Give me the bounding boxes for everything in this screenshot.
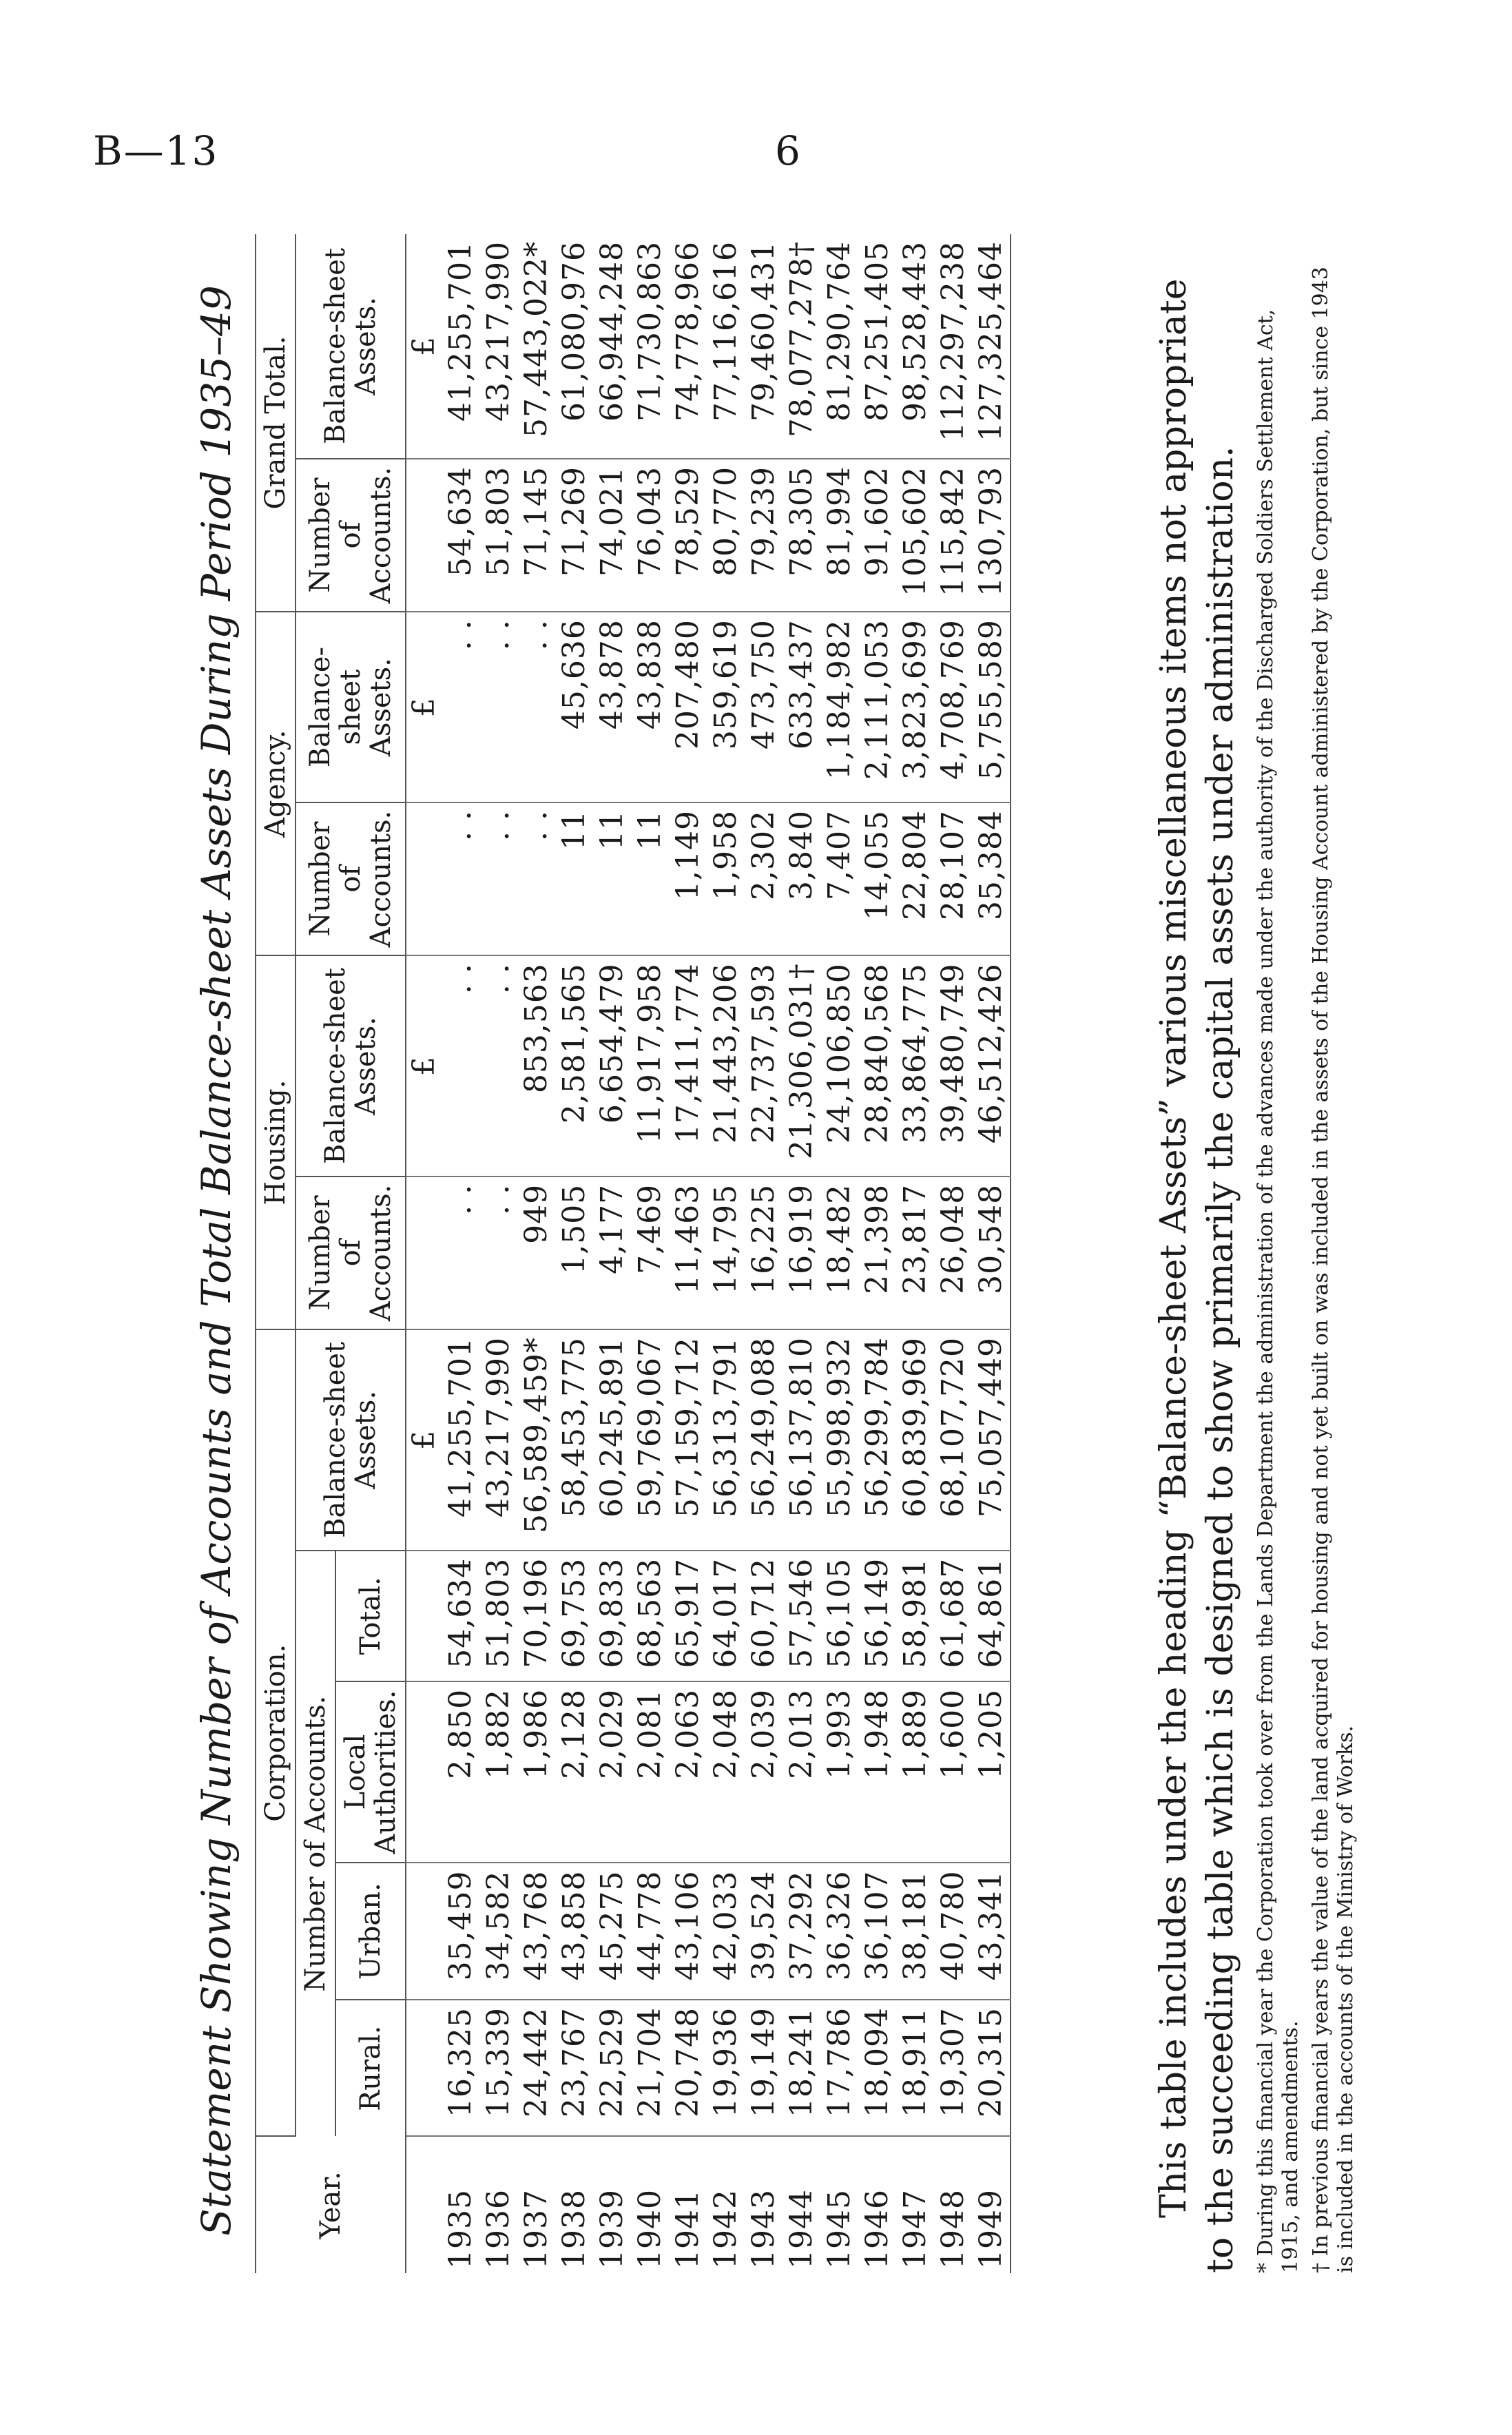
header-grand-total: Grand Total.: [256, 234, 296, 612]
cell-year: 1942: [708, 2189, 743, 2269]
cell-a-num: 11: [631, 802, 669, 955]
cell-urban: 44,778: [631, 1863, 669, 2000]
table-row: [972, 234, 1011, 2273]
cell-corp-bsa: 55,998,932: [820, 1329, 858, 1551]
cell-a-num: 22,804: [896, 802, 934, 955]
cell-corp-bsa: 60,245,891: [593, 1329, 631, 1551]
cell-local: 2,850: [442, 1681, 479, 1863]
cell-total: 68,563: [631, 1551, 669, 1681]
cell-h-num: 949: [517, 1177, 555, 1329]
cell-total: 54,634: [442, 1551, 479, 1681]
cell-year: 1941: [670, 2189, 705, 2269]
cell-g-bsa: 43,217,990: [479, 234, 517, 459]
cell-h-bsa: 2,581,565: [555, 955, 593, 1177]
pound-sign: £: [406, 955, 442, 1177]
cell-total: 57,546: [783, 1551, 820, 1681]
cell-total: 60,712: [745, 1551, 783, 1681]
cell-a-num: 11: [555, 802, 593, 955]
cell-h-bsa: 21,306,031†: [783, 955, 820, 1177]
cell-rural: 19,936: [707, 2000, 745, 2137]
table-row: [896, 234, 934, 2273]
cell-rural: 19,307: [934, 2000, 972, 2137]
cell-local: 2,013: [783, 1681, 820, 1863]
cell-h-num: 26,048: [934, 1177, 972, 1329]
cell-total: 56,105: [820, 1551, 858, 1681]
cell-year: 1940: [632, 2189, 667, 2269]
cell-year: 1936: [481, 2189, 516, 2269]
cell-urban: 43,768: [517, 1863, 555, 2000]
table-row: [669, 234, 707, 2273]
cell-a-bsa: 45,636: [555, 612, 593, 802]
cell-h-num: . .: [479, 1177, 517, 1329]
cell-total: 70,196: [517, 1551, 555, 1681]
cell-rural: 18,911: [896, 2000, 934, 2137]
cell-rural: 20,748: [669, 2000, 707, 2137]
cell-year: 1935: [443, 2189, 478, 2269]
cell-h-num: 7,469: [631, 1177, 669, 1329]
cell-urban: 38,181: [896, 1863, 934, 2000]
cell-year: 1945: [822, 2189, 857, 2269]
cell-a-bsa: . .: [517, 612, 555, 802]
header-corp-bsa: Balance-sheet Assets.: [296, 1329, 406, 1551]
cell-corp-bsa: 56,137,810: [783, 1329, 820, 1551]
cell-corp-bsa: 56,313,791: [707, 1329, 745, 1551]
cell-a-num: . .: [479, 802, 517, 955]
cell-a-num: 14,055: [858, 802, 896, 955]
cell-g-bsa: 112,297,238: [934, 234, 972, 459]
cell-total: 51,803: [479, 1551, 517, 1681]
table-row: [555, 234, 593, 2273]
table-row: [631, 234, 669, 2273]
header-housing-number: Number of Accounts.: [296, 1177, 406, 1329]
cell-local: 1,882: [479, 1681, 517, 1863]
header-total: Total.: [335, 1551, 406, 1681]
cell-a-num: 3,840: [783, 802, 820, 955]
cell-a-bsa: 2,111,053: [858, 612, 896, 802]
cell-g-num: 71,145: [517, 459, 555, 612]
cell-g-bsa: 61,080,976: [555, 234, 593, 459]
table-row: [517, 234, 555, 2273]
header-urban: Urban.: [335, 1863, 406, 2000]
cell-year: 1949: [973, 2189, 1008, 2269]
cell-h-bsa: 24,106,850: [820, 955, 858, 1177]
cell-h-bsa: 17,411,774: [669, 955, 707, 1177]
header-rural: Rural.: [335, 2000, 406, 2137]
cell-g-bsa: 81,290,764: [820, 234, 858, 459]
cell-h-bsa: 6,654,479: [593, 955, 631, 1177]
cell-year: 1943: [746, 2189, 781, 2269]
cell-urban: 35,459: [442, 1863, 479, 2000]
header-agency-bsa: Balance-sheet Assets.: [296, 612, 406, 802]
cell-h-num: 16,919: [783, 1177, 820, 1329]
cell-g-bsa: 74,778,966: [669, 234, 707, 459]
cell-local: 2,029: [593, 1681, 631, 1863]
table-row: [707, 234, 745, 2273]
cell-a-bsa: 43,838: [631, 612, 669, 802]
cell-a-bsa: 633,437: [783, 612, 820, 802]
pound-sign: £: [406, 612, 442, 802]
cell-corp-bsa: 58,453,775: [555, 1329, 593, 1551]
cell-h-num: 30,548: [972, 1177, 1011, 1329]
cell-local: 2,063: [669, 1681, 707, 1863]
cell-a-bsa: 43,878: [593, 612, 631, 802]
cell-g-num: 81,994: [820, 459, 858, 612]
cell-a-bsa: 1,184,982: [820, 612, 858, 802]
cell-total: 56,149: [858, 1551, 896, 1681]
header-agency: Agency.: [256, 612, 296, 955]
cell-h-bsa: 28,840,568: [858, 955, 896, 1177]
cell-a-num: 28,107: [934, 802, 972, 955]
cell-g-bsa: 57,443,022*: [517, 234, 555, 459]
cell-local: 2,128: [555, 1681, 593, 1863]
cell-rural: 16,325: [442, 2000, 479, 2137]
cell-corp-bsa: 57,159,712: [669, 1329, 707, 1551]
cell-h-num: 18,482: [820, 1177, 858, 1329]
cell-total: 65,917: [669, 1551, 707, 1681]
cell-a-num: 2,302: [745, 802, 783, 955]
cell-a-bsa: . .: [479, 612, 517, 802]
cell-g-bsa: 98,528,443: [896, 234, 934, 459]
accounts-table: [255, 234, 1011, 2273]
cell-local: 1,993: [820, 1681, 858, 1863]
cell-rural: 23,767: [555, 2000, 593, 2137]
cell-local: 2,081: [631, 1681, 669, 1863]
cell-a-num: . .: [517, 802, 555, 955]
cell-local: 2,039: [745, 1681, 783, 1863]
cell-a-bsa: 4,708,769: [934, 612, 972, 802]
cell-g-num: 130,793: [972, 459, 1011, 612]
cell-local: 1,889: [896, 1681, 934, 1863]
cell-g-num: 51,803: [479, 459, 517, 612]
cell-year: 1947: [898, 2189, 933, 2269]
cell-urban: 34,582: [479, 1863, 517, 2000]
cell-corp-bsa: 56,589,459*: [517, 1329, 555, 1551]
cell-a-bsa: 359,619: [707, 612, 745, 802]
cell-g-num: 54,634: [442, 459, 479, 612]
cell-urban: 45,275: [593, 1863, 631, 2000]
cell-a-num: 35,384: [972, 802, 1011, 955]
cell-a-num: 11: [593, 802, 631, 955]
cell-corp-bsa: 56,299,784: [858, 1329, 896, 1551]
cell-local: 1,205: [972, 1681, 1011, 1863]
cell-g-bsa: 127,325,464: [972, 234, 1011, 459]
cell-urban: 36,326: [820, 1863, 858, 2000]
rotated-page-content: [193, 227, 1398, 2294]
cell-urban: 39,524: [745, 1863, 783, 2000]
cell-g-num: 78,305: [783, 459, 820, 612]
cell-g-bsa: 41,255,701: [442, 234, 479, 459]
cell-rural: 24,442: [517, 2000, 555, 2137]
cell-h-bsa: 21,443,206: [707, 955, 745, 1177]
cell-h-num: 21,398: [858, 1177, 896, 1329]
header-local-authorities: Local Authorities.: [335, 1681, 406, 1863]
cell-h-bsa: 11,917,958: [631, 955, 669, 1177]
cell-rural: 19,149: [745, 2000, 783, 2137]
cell-h-num: 11,463: [669, 1177, 707, 1329]
cell-g-num: 79,239: [745, 459, 783, 612]
cell-year: 1944: [784, 2189, 819, 2269]
cell-rural: 18,094: [858, 2000, 896, 2137]
cell-total: 69,753: [555, 1551, 593, 1681]
cell-g-num: 105,602: [896, 459, 934, 612]
header-grand-number: Number of Accounts.: [296, 459, 406, 612]
cell-h-num: 14,795: [707, 1177, 745, 1329]
header-housing: Housing.: [256, 955, 296, 1329]
table-row: [745, 234, 783, 2273]
cell-corp-bsa: 41,255,701: [442, 1329, 479, 1551]
cell-total: 61,687: [934, 1551, 972, 1681]
cell-year: 1939: [594, 2189, 630, 2269]
table-row: [858, 234, 896, 2273]
cell-h-bsa: 22,737,593: [745, 955, 783, 1177]
table-row: [934, 234, 972, 2273]
cell-urban: 37,292: [783, 1863, 820, 2000]
cell-corp-bsa: 75,057,449: [972, 1329, 1011, 1551]
cell-a-num: 7,407: [820, 802, 858, 955]
cell-h-num: . .: [442, 1177, 479, 1329]
cell-a-num: 1,149: [669, 802, 707, 955]
cell-h-bsa: 46,512,426: [972, 955, 1011, 1177]
footnote-2: † In previous financial years the value of the land acquired for housing and not yet built on was included in the assets of the Housing Account administered by the Corporation, but since 1943 is included in the accounts of the Ministry of Works.: [1309, 267, 1358, 2273]
cell-total: 64,861: [972, 1551, 1011, 1681]
cell-g-num: 78,529: [669, 459, 707, 612]
cell-h-bsa: . .: [442, 955, 479, 1177]
cell-year: 1938: [557, 2189, 592, 2269]
footnote-1: * During this financial year the Corporation took over from the Lands Department the administration of the advances made under the authority of the Discharged Soldiers Settlement Act, 1915, and amendments.: [1254, 309, 1303, 2273]
cell-rural: 21,704: [631, 2000, 669, 2137]
unit-row: [406, 234, 442, 2273]
cell-corp-bsa: 59,769,067: [631, 1329, 669, 1551]
cell-a-bsa: 207,480: [669, 612, 707, 802]
header-year: Year.: [256, 2136, 406, 2273]
cell-g-num: 71,269: [555, 459, 593, 612]
cell-h-num: 1,505: [555, 1177, 593, 1329]
cell-g-num: 76,043: [631, 459, 669, 612]
table-row: [593, 234, 631, 2273]
cell-g-num: 115,842: [934, 459, 972, 612]
cell-year: 1948: [935, 2189, 971, 2269]
cell-g-bsa: 87,251,405: [858, 234, 896, 459]
cell-g-bsa: 78,077,278†: [783, 234, 820, 459]
cell-a-bsa: . .: [442, 612, 479, 802]
cell-year: 1937: [519, 2189, 554, 2269]
cell-a-bsa: 473,750: [745, 612, 783, 802]
cell-h-bsa: 39,480,749: [934, 955, 972, 1177]
cell-total: 64,017: [707, 1551, 745, 1681]
cell-a-num: 1,958: [707, 802, 745, 955]
header-number-of-accounts: Number of Accounts.: [296, 1551, 335, 2137]
cell-urban: 43,341: [972, 1863, 1011, 2000]
header-agency-number: Number of Accounts.: [296, 802, 406, 955]
cell-a-bsa: 5,755,589: [972, 612, 1011, 802]
cell-urban: 43,858: [555, 1863, 593, 2000]
header-grand-bsa: Balance-sheet Assets.: [296, 234, 406, 459]
cell-g-bsa: 66,944,248: [593, 234, 631, 459]
pound-sign: £: [406, 234, 442, 459]
pound-sign: £: [406, 1329, 442, 1551]
cell-g-num: 91,602: [858, 459, 896, 612]
table-title: Statement Showing Number of Accounts and Total Balance-sheet Assets During Period 1935–49: [193, 285, 240, 2236]
table-row: [442, 234, 479, 2273]
cell-total: 69,833: [593, 1551, 631, 1681]
cell-h-bsa: 853,563: [517, 955, 555, 1177]
cell-g-num: 80,770: [707, 459, 745, 612]
cell-h-num: 16,225: [745, 1177, 783, 1329]
page-number: 6: [775, 127, 802, 174]
cell-a-bsa: 3,823,699: [896, 612, 934, 802]
header-corporation: Corporation.: [256, 1329, 296, 2136]
cell-total: 58,981: [896, 1551, 934, 1681]
cell-urban: 43,106: [669, 1863, 707, 2000]
cell-g-num: 74,021: [593, 459, 631, 612]
cell-h-num: 23,817: [896, 1177, 934, 1329]
cell-local: 1,948: [858, 1681, 896, 1863]
cell-urban: 40,780: [934, 1863, 972, 2000]
table-note: This table includes under the heading “Balance-sheet Assets” various miscellaneous items not appropriate to the succeeding table which is designed to show primarily the capital assets under administration.: [1153, 278, 1241, 2273]
cell-corp-bsa: 56,249,088: [745, 1329, 783, 1551]
header-housing-bsa: Balance-sheet Assets.: [296, 955, 406, 1177]
cell-corp-bsa: 60,839,969: [896, 1329, 934, 1551]
table-row: [820, 234, 858, 2273]
cell-h-num: 4,177: [593, 1177, 631, 1329]
cell-rural: 17,786: [820, 2000, 858, 2137]
cell-corp-bsa: 68,107,720: [934, 1329, 972, 1551]
cell-h-bsa: 33,864,775: [896, 955, 934, 1177]
cell-local: 1,986: [517, 1681, 555, 1863]
cell-rural: 15,339: [479, 2000, 517, 2137]
cell-rural: 18,241: [783, 2000, 820, 2137]
cell-corp-bsa: 43,217,990: [479, 1329, 517, 1551]
table-row: [479, 234, 517, 2273]
cell-urban: 42,033: [707, 1863, 745, 2000]
cell-g-bsa: 79,460,431: [745, 234, 783, 459]
cell-urban: 36,107: [858, 1863, 896, 2000]
page-code: B—13: [93, 127, 219, 174]
cell-h-bsa: . .: [479, 955, 517, 1177]
cell-rural: 22,529: [593, 2000, 631, 2137]
cell-g-bsa: 77,116,616: [707, 234, 745, 459]
cell-rural: 20,315: [972, 2000, 1011, 2137]
cell-local: 1,600: [934, 1681, 972, 1863]
cell-year: 1946: [860, 2189, 895, 2269]
cell-g-bsa: 71,730,863: [631, 234, 669, 459]
table-row: [783, 234, 820, 2273]
cell-local: 2,048: [707, 1681, 745, 1863]
cell-a-num: . .: [442, 802, 479, 955]
